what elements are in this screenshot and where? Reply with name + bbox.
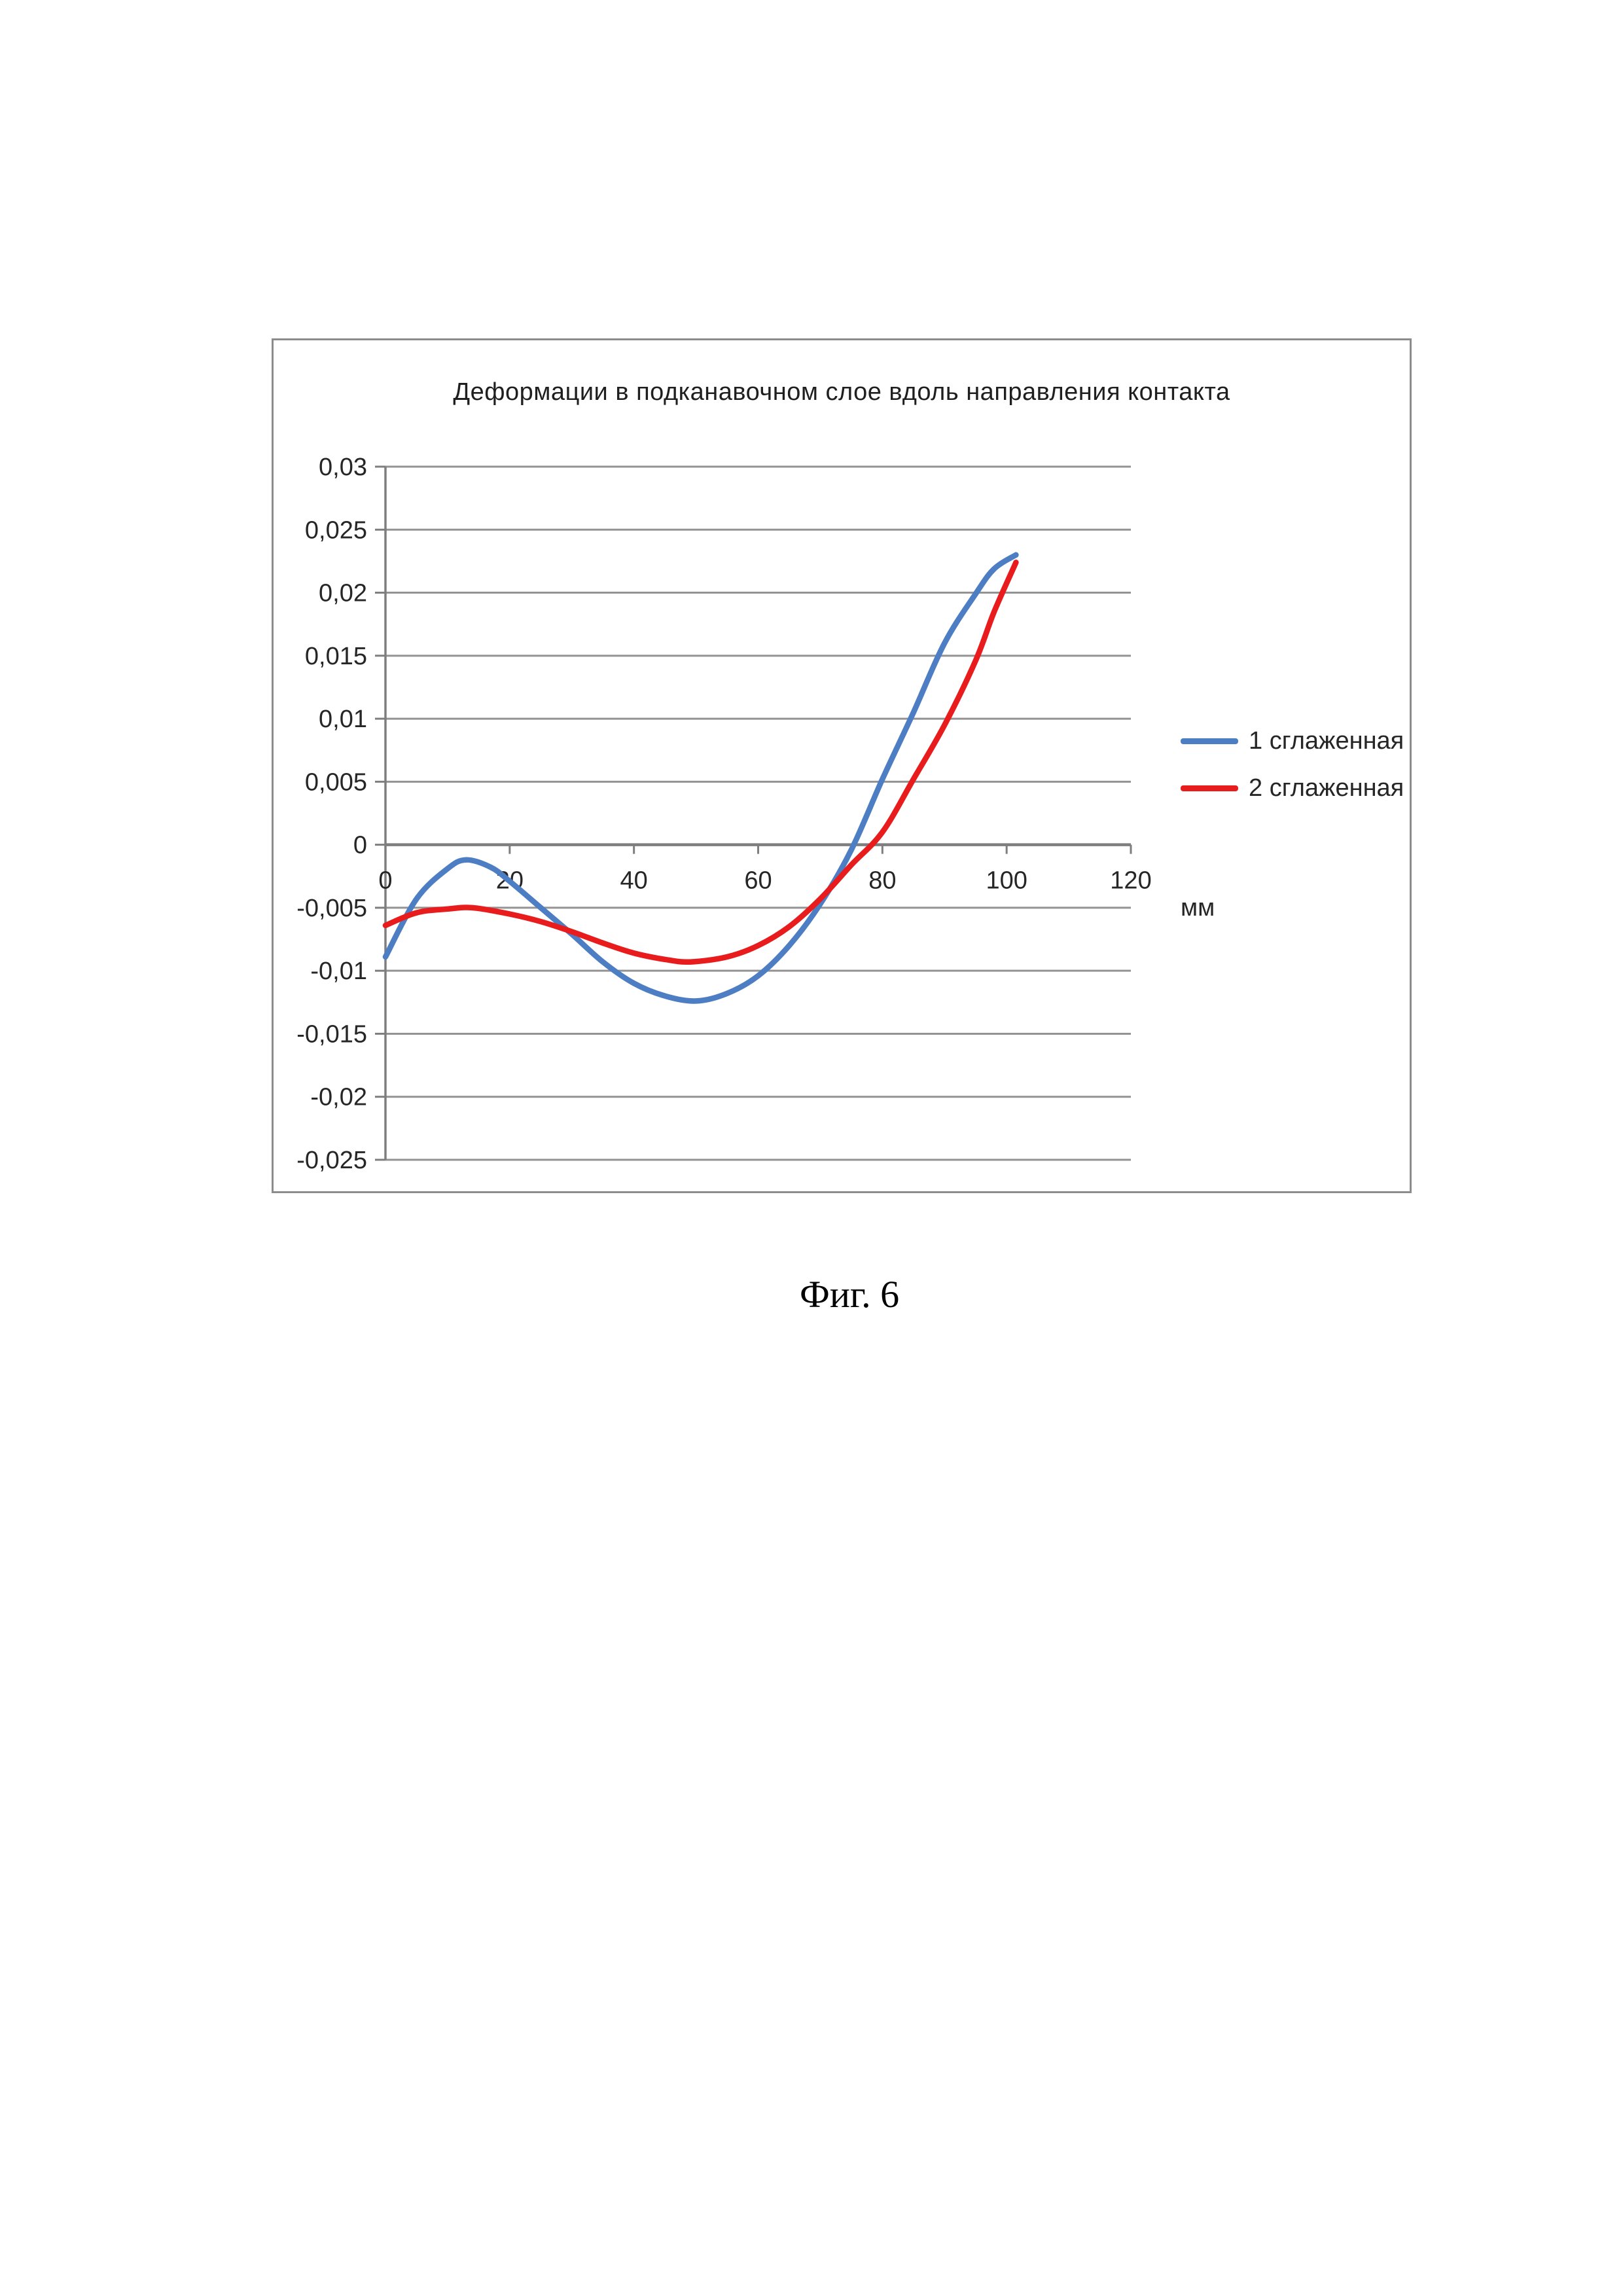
chart-legend bbox=[1181, 717, 1404, 812]
svg-text:80: 80 bbox=[868, 867, 897, 895]
svg-text:-0,015: -0,015 bbox=[296, 1020, 367, 1049]
svg-text:40: 40 bbox=[620, 867, 648, 895]
svg-text:-0,005: -0,005 bbox=[296, 894, 367, 922]
svg-text:0,01: 0,01 bbox=[319, 706, 367, 734]
svg-text:-0,01: -0,01 bbox=[310, 958, 367, 986]
svg-text:120: 120 bbox=[1110, 867, 1152, 895]
svg-text:0,005: 0,005 bbox=[304, 768, 367, 797]
chart-title: Деформации в подканавочном слое вдоль направления контакта bbox=[453, 378, 1230, 406]
svg-text:0,02: 0,02 bbox=[319, 579, 367, 607]
svg-text:0,015: 0,015 bbox=[304, 642, 367, 670]
series1-line-swatch bbox=[1181, 738, 1238, 744]
figure-caption: Фиг. 6 bbox=[800, 1273, 900, 1316]
legend-label-series2: 2 сглаженная bbox=[1249, 774, 1404, 802]
svg-text:0,03: 0,03 bbox=[319, 454, 367, 481]
svg-text:0: 0 bbox=[353, 831, 367, 859]
svg-text:-0,025: -0,025 bbox=[296, 1147, 367, 1174]
svg-text:0,025: 0,025 bbox=[304, 516, 367, 545]
legend-label-series1: 1 сглаженная bbox=[1249, 726, 1404, 755]
chart-frame bbox=[272, 338, 1412, 1193]
legend-item-series1 bbox=[1181, 717, 1404, 764]
svg-text:100: 100 bbox=[986, 867, 1027, 895]
svg-text:60: 60 bbox=[744, 867, 772, 895]
x-axis-unit-label: мм bbox=[1181, 894, 1215, 922]
svg-text:-0,02: -0,02 bbox=[310, 1083, 367, 1111]
svg-text:0: 0 bbox=[378, 867, 393, 895]
series2-line-swatch bbox=[1181, 785, 1238, 791]
svg-text:20: 20 bbox=[495, 867, 524, 895]
legend-item-series2 bbox=[1181, 764, 1404, 812]
